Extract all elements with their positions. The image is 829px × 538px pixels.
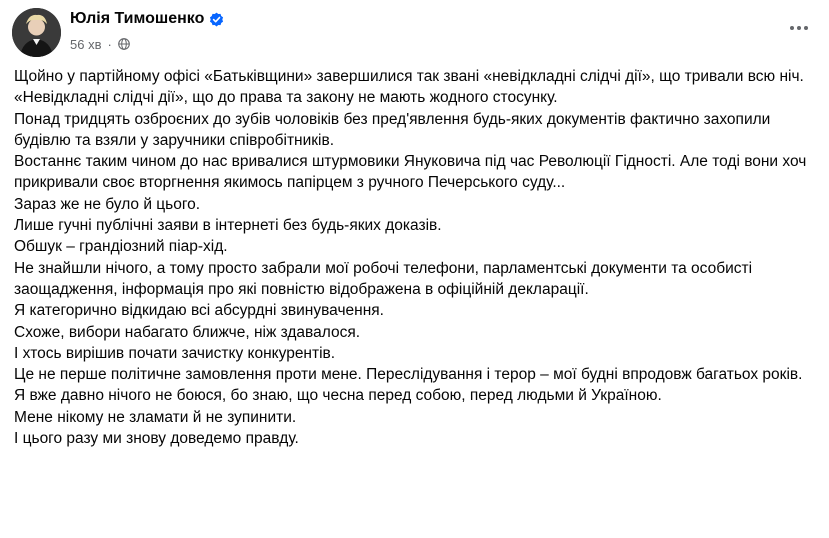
post-paragraph: І цього разу ми знову доведемо правду.	[14, 430, 299, 448]
meta-separator: ·	[107, 36, 112, 52]
avatar[interactable]	[12, 8, 61, 57]
post-paragraph: Лише гучні публічні заяви в інтернеті без будь-яких доказів.	[14, 217, 442, 235]
more-options-button[interactable]	[785, 14, 813, 42]
post-paragraph: Схоже, вибори набагато ближче, ніж здавалося.	[14, 323, 361, 341]
author-name[interactable]: Юлія Тимошенко	[70, 10, 205, 27]
verified-badge-icon	[209, 12, 224, 27]
post-paragraph: Не знайшли нічого, а тому просто забрали мої робочі телефони, парламентські документи та особисті заощадження, інформація про які повністю відображена в офіційній декларації.	[14, 259, 753, 298]
post-paragraph: Я категорично відкидаю всі абсурдні звинувачення.	[14, 302, 384, 320]
more-options-icon	[789, 25, 809, 31]
post-paragraph: Щойно у партійному офісі «Батьківщини» завершилися так звані «невідкладні слідчі дії», що тривали всю ніч.	[14, 68, 804, 85]
post-text	[14, 66, 814, 449]
author-line	[70, 8, 224, 30]
post-paragraph: Це не перше політичне замовлення проти мене. Переслідування і терор – мої будні впродовж багатьох років.	[14, 366, 803, 384]
post-paragraph: Я вже давно нічого не боюся, бо знаю, що чесна перед собою, перед людьми й Україною.	[14, 387, 662, 405]
post-paragraph: «Невідкладні слідчі дії», що до права та закону не мають жодного стосунку.	[14, 89, 558, 107]
post-paragraph: Понад тридцять озброєних до зубів чоловіків без пред'явлення будь-яких документів фактично захопили будівлю та взяли у заручники співробітників.	[14, 110, 771, 149]
post-paragraph: Мене нікому не зламати й не зупинити.	[14, 408, 297, 426]
post-paragraph: І хтось вирішив почати зачистку конкурентів.	[14, 344, 336, 362]
avatar-image	[12, 8, 61, 57]
globe-icon[interactable]	[118, 38, 130, 50]
post-paragraph: Востаннє таким чином до нас вривалися штурмовики Януковича під час Революції Гідності. Але тоді вони хоч прикривали своє вторгнення якимось папірцем з ручного Печерського суду...	[14, 153, 807, 192]
post-meta	[70, 35, 130, 53]
post-header	[12, 8, 817, 58]
post-paragraph: Обшук – грандіозний піар-хід.	[14, 238, 228, 256]
post-timestamp[interactable]: 56 хв	[70, 36, 102, 52]
post-paragraph: Зараз же не було й цього.	[14, 195, 201, 213]
